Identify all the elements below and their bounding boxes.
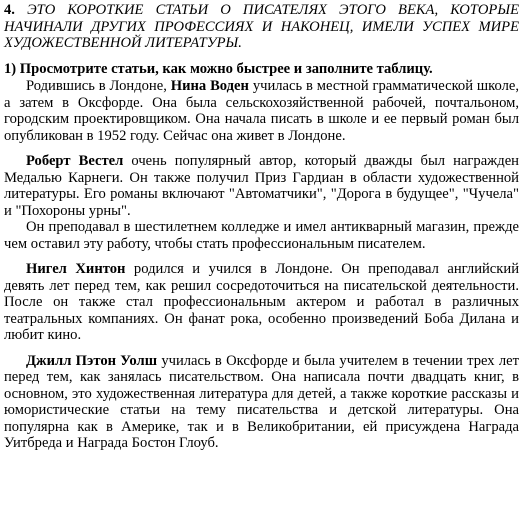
article-jill-paton-walsh [4, 353, 519, 452]
author-name: Роберт Вестел [26, 153, 124, 169]
author-name: Нигел Хинтон [26, 261, 126, 277]
document-page [4, 2, 519, 452]
article-text: очень популярный автор, который дважды был награжден Медалью Карнеги. Он также получил Приз Гардиан в области художественной литературы. Его романы включают "Автоматчики", "Дорога в будущее", "Чучела" и "Похороны урны". [4, 153, 519, 219]
article-text: родился и учился в Лондоне. Он преподавал английский девять лет перед тем, как решил сосредоточиться на писательской деятельности. После он также стал профессиональным актером и работал в различных театральных компаниях. Он фанат рока, особенно произведений Боба Дилана и любит кино. [4, 261, 519, 343]
exercise-number: 4. [4, 2, 15, 18]
task-instruction: 1) Просмотрите статьи, как можно быстрее и заполните таблицу. [4, 60, 433, 77]
author-name: Джилл Пэтон Уолш [26, 352, 158, 369]
article-text: училась в Оксфорде и была учителем в течении трех лет перед тем, как занялась писательством. Она написала почти двадцать книг, в основном, это художественная литература для детей, а также короткие рассказы и юмористические статьи на тему писательства и детской литературы. Она популярна как в Америке, так и в Великобритании, ей присуждена Награда Уитбреда и Награда Бостон Глоуб. [4, 352, 519, 451]
article-text: Он преподавал в шестилетнем колледже и имел антикварный магазин, прежде чем оставил эту работу, чтобы стать профессиональным писателем. [4, 219, 519, 252]
article-robert-westall [4, 153, 519, 219]
author-name: Нина Воден [170, 78, 249, 94]
article-nigel-hinton [4, 261, 519, 344]
article-nina-voden [4, 78, 519, 144]
exercise-heading [4, 2, 519, 52]
exercise-heading-text: ЭТО КОРОТКИЕ СТАТЬИ О ПИСАТЕЛЯХ ЭТОГО ВЕКА, КОТОРЫЕ НАЧИНАЛИ ДРУГИХ ПРОФЕССИЯХ И НАКОНЕЦ, ИМЕЛИ УСПЕХ МИРЕ ХУДОЖЕСТВЕННОЙ ЛИТЕРАТУРЫ. [4, 2, 519, 51]
article-text: Родившись в Лондоне, [26, 78, 171, 94]
article-text: училась в местной грамматической школе, а затем в Оксфорде. Она была сельскохозяйственной рабочей, почтальоном, городским проектировщиком. Она начала писать в школе и ее первый роман был опубликован в 1952 году. Сейчас она живет в Лондоне. [4, 78, 519, 144]
article-robert-westall-cont [4, 219, 519, 252]
